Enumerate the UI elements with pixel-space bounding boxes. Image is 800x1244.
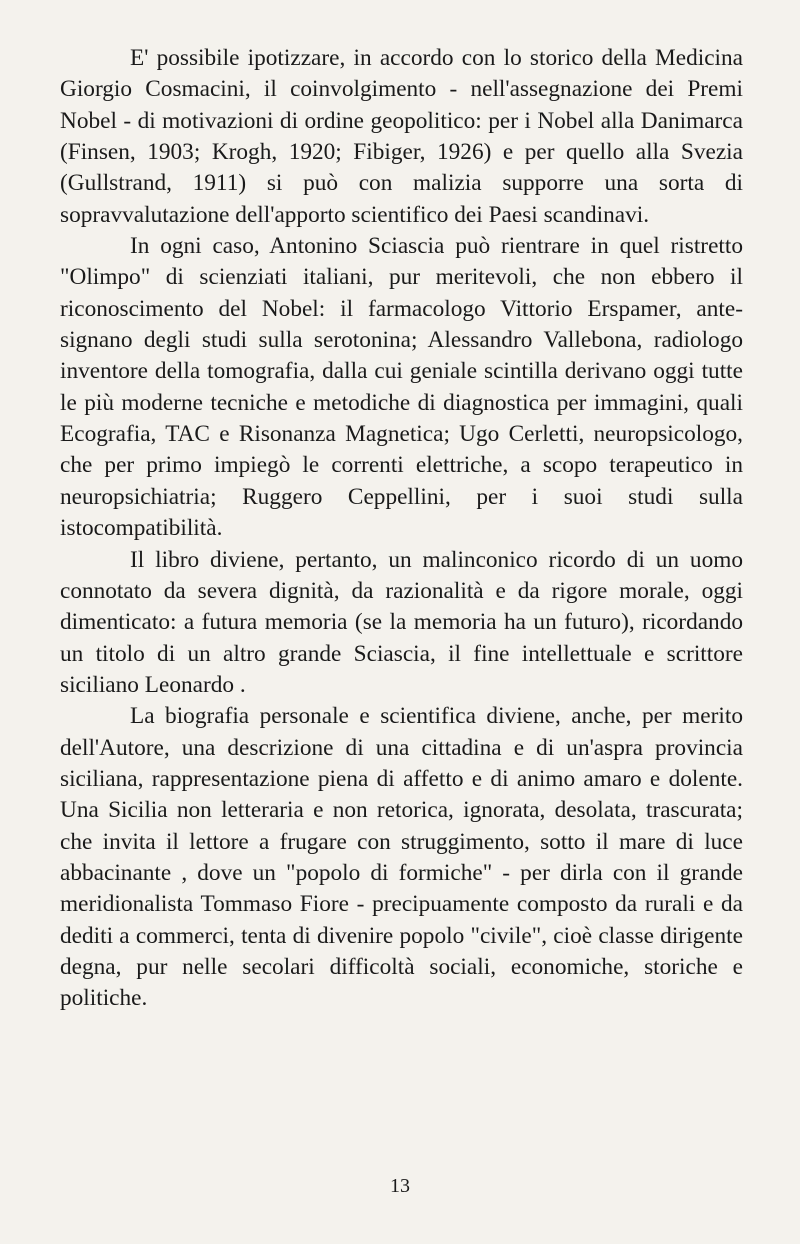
body-text [60,43,743,1015]
paragraph-italian-scientists: In ogni caso, Antonino Sciascia può rientrare in quel ristretto "Olimpo" di scienziati italiani, pur meritevoli, che non ebbero il riconoscimento del Nobel: il farmacologo Vittorio Erspamer, antesignano degli studi sulla serotonina; Alessandro Vallebona, radiologo inventore della tomografia, dalla cui geniale scintilla derivano oggi tutte le più moderne tecniche e metodiche di diagnostica per immagini, quali Ecografia, TAC e Risonanza Magnetica; Ugo Cerletti, neuropsicologo, che per primo impiegò le correnti elettriche, a scopo terapeutico in neuropsichiatria; Ruggero Ceppellini, per i suoi studi sulla istocompatibilità. [60,233,743,542]
paragraph-nobel-geopolitics: E' possibile ipotizzare, in accordo con lo storico della Medicina Giorgio Cosmacini, il coinvolgimento - nell'assegnazione dei Premi Nobel - di motivazioni di ordine geopolitico: per i Nobel alla Danimarca (Finsen, 1903; Krogh, 1920; Fibiger, 1926) e per quello alla Svezia (Gullstrand, 1911) si può con malizia supporre una sorta di sopravvalutazione dell'apporto scientifico dei Paesi scandinavi. [60,45,743,228]
page-number: 13 [390,1175,410,1197]
paragraph-book-memory: Il libro diviene, pertanto, un malinconico ricordo di un uomo connotato da severa dignità, da razionalità e da rigore morale, oggi dimenticato: a futura memoria (se la memoria ha un futuro), ricordando un titolo di un altro grande Sciascia, il fine intellettuale e scrittore siciliano Leonardo . [60,546,743,698]
paragraph-sicily-description: La biografia personale e scientifica diviene, anche, per merito dell'Autore, una descrizione di una cittadina e di un'aspra provincia siciliana, rappresentazione piena di affetto e di animo amaro e dolente. Una Sicilia non letteraria e non retorica, ignorata, desolata, trascurata; che invita il lettore a frugare con struggimento, sotto il mare di luce abbacinante , dove un "popolo di formiche" - per dirla con il grande meridionalista Tommaso Fiore - precipuamente composto da rurali e da dediti a commerci, tenta di divenire popolo "civile", cioè classe dirigente degna, pur nelle secolari difficoltà sociali, economiche, storiche e politiche. [60,703,743,1012]
